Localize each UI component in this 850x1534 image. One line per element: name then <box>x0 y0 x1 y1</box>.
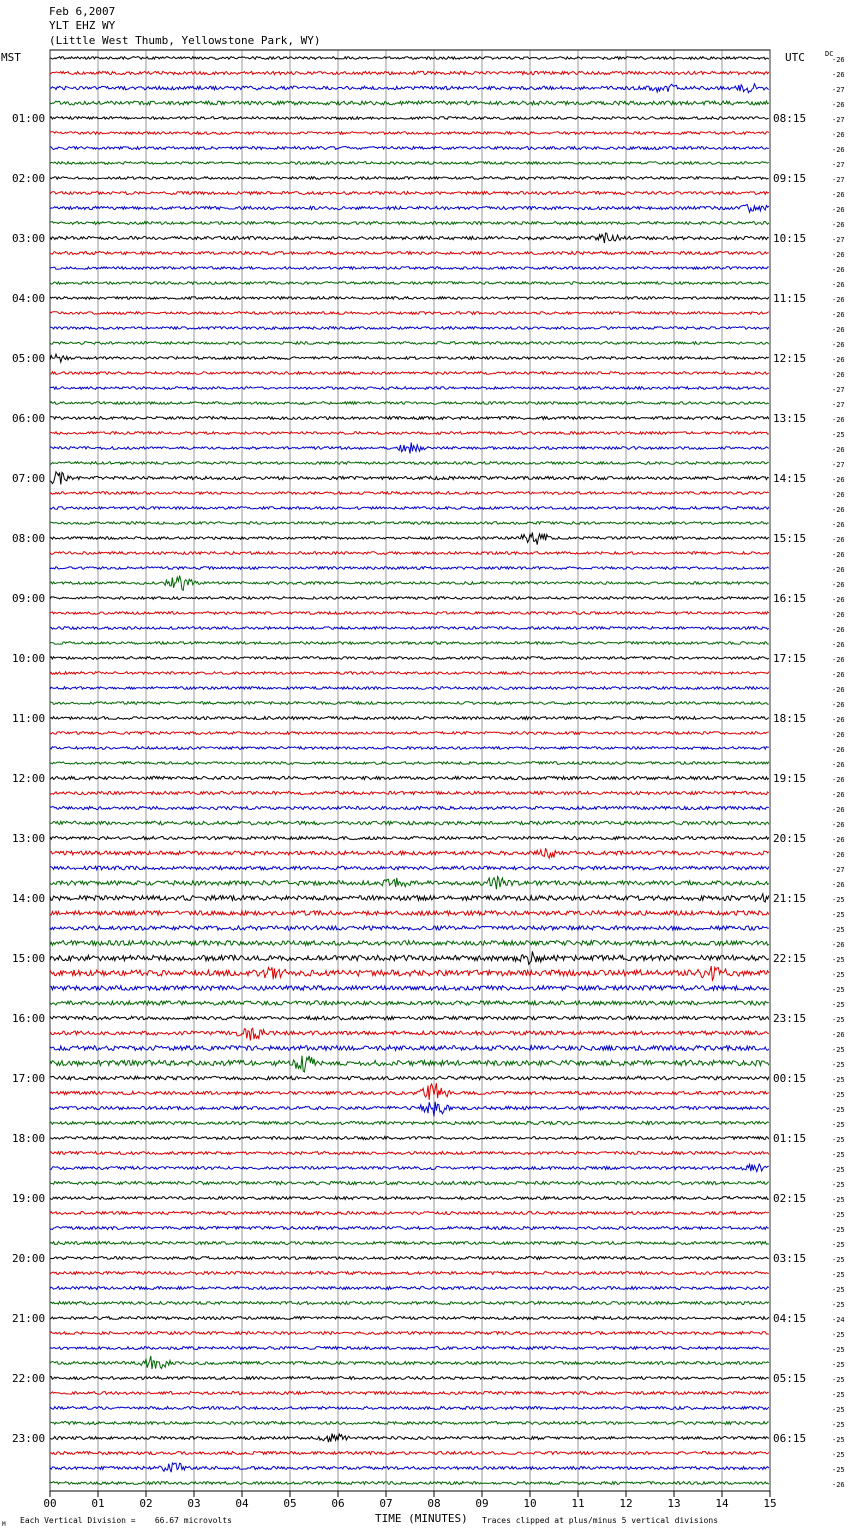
utc-hour-label: 18:15 <box>773 712 807 725</box>
seismic-trace-line <box>50 1102 769 1117</box>
seismic-trace-line <box>50 1272 769 1275</box>
dc-offset-label: -26 <box>832 611 845 619</box>
mst-hour-label: 23:00 <box>12 1432 46 1445</box>
seismic-trace-line <box>50 1076 769 1080</box>
seismic-trace-line <box>50 1317 769 1320</box>
dc-offset-label: -25 <box>832 926 845 934</box>
seismic-trace-line <box>50 84 769 93</box>
utc-hour-label: 23:15 <box>773 1012 807 1025</box>
dc-offset-label: -26 <box>832 371 845 379</box>
dc-offset-label: -26 <box>832 476 845 484</box>
plot-frame <box>50 50 770 1491</box>
dc-offset-label: -26 <box>832 251 845 259</box>
mst-hour-label: 13:00 <box>12 832 46 845</box>
dc-offset-label: -25 <box>832 1046 845 1054</box>
dc-offset-label: -26 <box>832 551 845 559</box>
mst-hour-label: 06:00 <box>12 412 46 425</box>
dc-offset-label: -26 <box>832 731 845 739</box>
dc-offset-label: -26 <box>832 641 845 649</box>
dc-offset-label: -25 <box>832 1301 845 1309</box>
seismic-trace-line <box>50 1152 769 1155</box>
seismic-trace-line <box>50 462 769 465</box>
seismic-trace-line <box>50 233 769 243</box>
seismic-trace-line <box>50 132 769 135</box>
dc-offset-label: -26 <box>832 536 845 544</box>
seismic-trace-line <box>50 1302 769 1305</box>
dc-offset-label: -25 <box>832 1061 845 1069</box>
dc-offset-label: -25 <box>832 956 845 964</box>
seismic-trace-line <box>50 1407 769 1410</box>
dc-offset-label: -25 <box>832 1136 845 1144</box>
seismic-trace-line <box>50 702 769 705</box>
dc-offset-label: -26 <box>832 56 845 64</box>
seismic-trace-line <box>50 747 769 750</box>
dc-offset-label: -25 <box>832 1421 845 1429</box>
seismic-trace-line <box>50 848 769 858</box>
dc-offset-label: -26 <box>832 1481 845 1489</box>
utc-hour-label: 13:15 <box>773 412 807 425</box>
seismic-trace-line <box>50 1083 769 1100</box>
seismic-trace-line <box>50 1452 769 1455</box>
seismic-trace-line <box>50 687 769 690</box>
seismic-trace-line <box>50 951 769 964</box>
scale-note: Each Vertical Division = 66.67 microvolts <box>20 1516 232 1525</box>
utc-hour-label: 04:15 <box>773 1312 807 1325</box>
dc-offset-label: -25 <box>832 896 845 904</box>
dc-offset-label: -26 <box>832 701 845 709</box>
utc-hour-label: 17:15 <box>773 652 807 665</box>
utc-hour-label: 02:15 <box>773 1192 807 1205</box>
dc-offset-label: -25 <box>832 1076 845 1084</box>
right-timezone-label: UTC <box>785 51 805 64</box>
dc-offset-label: -26 <box>832 686 845 694</box>
x-tick-label: 12 <box>619 1497 633 1510</box>
seismic-trace-line <box>50 776 769 779</box>
dc-offset-label: -25 <box>832 1451 845 1459</box>
seismic-trace-line <box>50 1197 769 1200</box>
dc-offset-label: -26 <box>832 101 845 109</box>
axis-labels <box>1 50 845 1528</box>
plot-grid <box>50 50 770 1497</box>
dc-offset-label: -26 <box>832 656 845 664</box>
mst-hour-label: 12:00 <box>12 772 46 785</box>
dc-offset-label: -27 <box>832 116 845 124</box>
seismic-trace-line <box>50 597 769 600</box>
seismic-trace-line <box>50 354 769 362</box>
dc-offset-label: -26 <box>832 296 845 304</box>
seismic-trace-line <box>50 472 769 485</box>
seismic-trace-line <box>50 177 769 180</box>
seismic-trace-line <box>50 877 769 890</box>
dc-offset-label: -26 <box>832 266 845 274</box>
dc-offset-label: -25 <box>832 1361 845 1369</box>
dc-offset-label: -26 <box>832 1031 845 1039</box>
seismic-trace-line <box>50 297 769 300</box>
dc-offset-label: -26 <box>832 776 845 784</box>
mst-hour-label: 20:00 <box>12 1252 46 1265</box>
seismic-trace-line <box>50 866 769 870</box>
utc-hour-label: 09:15 <box>773 172 807 185</box>
x-tick-label: 08 <box>427 1497 441 1510</box>
seismic-trace-line <box>50 642 769 645</box>
seismic-trace-line <box>50 576 769 591</box>
mst-hour-label: 16:00 <box>12 1012 46 1025</box>
dc-offset-label: -26 <box>832 761 845 769</box>
dc-offset-label: -26 <box>832 341 845 349</box>
seismic-trace-line <box>50 762 769 765</box>
x-tick-label: 06 <box>331 1497 345 1510</box>
dc-offset-label: -25 <box>832 1406 845 1414</box>
dc-offset-label: -25 <box>832 971 845 979</box>
dc-label: DC <box>825 50 834 58</box>
seismic-trace-line <box>50 1046 769 1051</box>
dc-offset-label: -27 <box>832 386 845 394</box>
seismic-trace-line <box>50 117 769 120</box>
dc-offset-label: -27 <box>832 161 845 169</box>
mst-hour-label: 09:00 <box>12 592 46 605</box>
dc-offset-label: -26 <box>832 881 845 889</box>
seismic-trace-line <box>50 1181 769 1184</box>
mst-hour-label: 08:00 <box>12 532 46 545</box>
seismic-trace-line <box>50 612 769 615</box>
dc-offset-label: -26 <box>832 836 845 844</box>
seismic-trace-line <box>50 1028 769 1040</box>
station-location: (Little West Thumb, Yellowstone Park, WY) <box>49 34 321 47</box>
mst-hour-label: 10:00 <box>12 652 46 665</box>
dc-offset-label: -25 <box>832 1181 845 1189</box>
seismic-trace-line <box>50 507 769 510</box>
seismic-trace-line <box>50 1016 769 1020</box>
dc-offset-label: -25 <box>832 1391 845 1399</box>
mst-hour-label: 19:00 <box>12 1192 46 1205</box>
dc-offset-label: -26 <box>832 326 845 334</box>
x-tick-label: 14 <box>715 1497 729 1510</box>
seismic-trace-line <box>50 1332 769 1335</box>
seismic-trace-line <box>50 1392 769 1395</box>
dc-offset-label: -27 <box>832 461 845 469</box>
dc-offset-label: -26 <box>832 356 845 364</box>
dc-offset-label: -26 <box>832 416 845 424</box>
mst-hour-label: 07:00 <box>12 472 46 485</box>
x-tick-label: 04 <box>235 1497 249 1510</box>
seismic-trace-line <box>50 911 769 915</box>
utc-hour-label: 20:15 <box>773 832 807 845</box>
seismic-trace-line <box>50 1347 769 1350</box>
utc-hour-label: 21:15 <box>773 892 807 905</box>
x-tick-label: 07 <box>379 1497 393 1510</box>
mst-hour-label: 14:00 <box>12 892 46 905</box>
seismic-trace-line <box>50 101 769 105</box>
dc-offset-label: -25 <box>832 1211 845 1219</box>
seismic-trace-line <box>50 926 769 930</box>
seismic-trace-line <box>50 282 769 285</box>
seismic-trace-line <box>50 732 769 735</box>
dc-offset-label: -26 <box>832 596 845 604</box>
seismic-trace-line <box>50 252 769 255</box>
seismic-trace-line <box>50 1434 769 1443</box>
seismic-trace-line <box>50 821 769 825</box>
seismic-trace-line <box>50 372 769 375</box>
seismic-trace-line <box>50 1121 769 1124</box>
dc-offset-label: -25 <box>832 1286 845 1294</box>
x-tick-label: 03 <box>187 1497 201 1510</box>
seismic-trace-line <box>50 267 769 270</box>
dc-offset-label: -25 <box>832 1226 845 1234</box>
utc-hour-label: 05:15 <box>773 1372 807 1385</box>
seismic-trace-line <box>50 312 769 315</box>
seismic-trace-line <box>50 717 769 720</box>
dc-offset-label: -25 <box>832 1436 845 1444</box>
utc-hour-label: 11:15 <box>773 292 807 305</box>
seismic-trace-line <box>50 806 769 809</box>
mst-hour-label: 05:00 <box>12 352 46 365</box>
dc-offset-label: -25 <box>832 1001 845 1009</box>
utc-hour-label: 01:15 <box>773 1132 807 1145</box>
dc-offset-label: -27 <box>832 866 845 874</box>
clip-note: Traces clipped at plus/minus 5 vertical divisions <box>482 1516 719 1525</box>
dc-offset-label: -26 <box>832 941 845 949</box>
utc-hour-label: 19:15 <box>773 772 807 785</box>
mst-hour-label: 04:00 <box>12 292 46 305</box>
seismic-trace-line <box>50 1056 769 1072</box>
mst-hour-label: 17:00 <box>12 1072 46 1085</box>
dc-offset-label: -25 <box>832 1196 845 1204</box>
dc-offset-label: -25 <box>832 1331 845 1339</box>
seismic-trace-line <box>50 522 769 525</box>
dc-offset-label: -26 <box>832 746 845 754</box>
seismic-trace-line <box>50 417 769 420</box>
dc-offset-label: -25 <box>832 1091 845 1099</box>
seismic-trace-line <box>50 1212 769 1215</box>
utc-hour-label: 00:15 <box>773 1072 807 1085</box>
dc-offset-label: -25 <box>832 1166 845 1174</box>
seismic-trace-line <box>50 552 769 555</box>
dc-offset-label: -25 <box>832 1106 845 1114</box>
seismic-trace-line <box>50 162 769 165</box>
station-code: YLT EHZ WY <box>49 19 116 32</box>
dc-offset-label: -26 <box>832 146 845 154</box>
seismic-trace-line <box>50 986 769 990</box>
seismic-trace-line <box>50 492 769 495</box>
dc-offset-label: -26 <box>832 791 845 799</box>
seismic-trace-line <box>50 57 769 60</box>
dc-offset-label: -26 <box>832 806 845 814</box>
seismic-trace-line <box>50 204 769 212</box>
seismic-trace-line <box>50 1164 769 1172</box>
dc-offset-label: -26 <box>832 281 845 289</box>
chart-date: Feb 6,2007 <box>49 5 116 18</box>
utc-hour-label: 03:15 <box>773 1252 807 1265</box>
dc-offset-label: -25 <box>832 1466 845 1474</box>
seismic-trace-line <box>50 71 769 74</box>
dc-offset-label: -27 <box>832 86 845 94</box>
seismic-trace-line <box>50 387 769 390</box>
dc-offset-label: -26 <box>832 491 845 499</box>
utc-hour-label: 10:15 <box>773 232 807 245</box>
utc-hour-label: 12:15 <box>773 352 807 365</box>
utc-hour-label: 16:15 <box>773 592 807 605</box>
dc-offset-label: -25 <box>832 986 845 994</box>
seismic-trace-line <box>50 1463 769 1472</box>
seismic-trace-line <box>50 1227 769 1230</box>
corner-mark: M <box>2 1521 6 1528</box>
dc-offset-label: -25 <box>832 1346 845 1354</box>
x-tick-label: 01 <box>91 1497 105 1510</box>
seismic-trace-line <box>50 342 769 345</box>
mst-hour-label: 02:00 <box>12 172 46 185</box>
dc-offset-label: -24 <box>832 1316 845 1324</box>
seismic-trace-line <box>50 192 769 195</box>
utc-hour-label: 22:15 <box>773 952 807 965</box>
dc-offset-label: -26 <box>832 446 845 454</box>
seismic-trace-line <box>50 1242 769 1245</box>
mst-hour-label: 03:00 <box>12 232 46 245</box>
seismic-trace-line <box>50 1377 769 1380</box>
seismic-trace-line <box>50 402 769 405</box>
dc-offset-label: -26 <box>832 521 845 529</box>
x-tick-label: 11 <box>571 1497 585 1510</box>
seismic-trace-line <box>50 1356 769 1369</box>
dc-offset-label: -26 <box>832 566 845 574</box>
seismic-trace-line <box>50 657 769 660</box>
dc-offset-label: -25 <box>832 1271 845 1279</box>
dc-offset-label: -25 <box>832 1256 845 1264</box>
dc-offset-label: -25 <box>832 1241 845 1249</box>
x-tick-label: 13 <box>667 1497 681 1510</box>
seismic-trace-line <box>50 894 769 902</box>
seismic-trace-line <box>50 432 769 435</box>
dc-offset-label: -26 <box>832 506 845 514</box>
seismic-trace-line <box>50 1137 769 1140</box>
x-tick-label: 09 <box>475 1497 489 1510</box>
seismic-trace-line <box>50 443 769 454</box>
seismic-trace-line <box>50 672 769 675</box>
seismic-trace-line <box>50 1287 769 1290</box>
dc-offset-label: -25 <box>832 1016 845 1024</box>
dc-offset-label: -25 <box>832 911 845 919</box>
dc-offset-label: -26 <box>832 191 845 199</box>
seismic-trace-line <box>50 327 769 330</box>
dc-offset-label: -25 <box>832 1121 845 1129</box>
seismic-trace-line <box>50 567 769 570</box>
mst-hour-label: 11:00 <box>12 712 46 725</box>
mst-hour-label: 01:00 <box>12 112 46 125</box>
dc-offset-label: -26 <box>832 851 845 859</box>
x-tick-label: 02 <box>139 1497 153 1510</box>
dc-offset-label: -26 <box>832 311 845 319</box>
seismic-trace-line <box>50 966 769 980</box>
utc-hour-label: 08:15 <box>773 112 807 125</box>
seismic-trace-line <box>50 1422 769 1425</box>
dc-offset-label: -25 <box>832 1151 845 1159</box>
dc-offset-label: -27 <box>832 401 845 409</box>
dc-offset-label: -26 <box>832 626 845 634</box>
trace-area <box>50 57 769 1485</box>
seismic-trace-line <box>50 1482 769 1485</box>
seismic-trace-line <box>50 147 769 150</box>
left-timezone-label: MST <box>1 51 21 64</box>
seismic-trace-line <box>50 836 769 839</box>
dc-offset-label: -25 <box>832 1376 845 1384</box>
seismic-trace-line <box>50 1257 769 1260</box>
seismic-trace-line <box>50 941 769 946</box>
mst-hour-label: 22:00 <box>12 1372 46 1385</box>
utc-hour-label: 14:15 <box>773 472 807 485</box>
dc-offset-label: -25 <box>832 431 845 439</box>
x-axis-title: TIME (MINUTES) <box>375 1512 468 1525</box>
dc-offset-label: -26 <box>832 821 845 829</box>
seismic-trace-line <box>50 791 769 794</box>
seismic-trace-line <box>50 1001 769 1005</box>
mst-hour-label: 15:00 <box>12 952 46 965</box>
dc-offset-label: -26 <box>832 71 845 79</box>
utc-hour-label: 06:15 <box>773 1432 807 1445</box>
dc-offset-label: -26 <box>832 221 845 229</box>
dc-offset-label: -26 <box>832 581 845 589</box>
seismic-trace-line <box>50 533 769 545</box>
x-tick-label: 00 <box>43 1497 57 1510</box>
utc-hour-label: 15:15 <box>773 532 807 545</box>
dc-offset-label: -26 <box>832 716 845 724</box>
dc-offset-label: -26 <box>832 671 845 679</box>
dc-offset-label: -27 <box>832 236 845 244</box>
dc-offset-label: -26 <box>832 131 845 139</box>
x-tick-label: 10 <box>523 1497 537 1510</box>
x-tick-label: 15 <box>763 1497 777 1510</box>
mst-hour-label: 21:00 <box>12 1312 46 1325</box>
seismic-trace-line <box>50 222 769 225</box>
dc-offset-label: -26 <box>832 206 845 214</box>
seismic-trace-line <box>50 627 769 630</box>
dc-offset-label: -27 <box>832 176 845 184</box>
x-tick-label: 05 <box>283 1497 297 1510</box>
mst-hour-label: 18:00 <box>12 1132 46 1145</box>
